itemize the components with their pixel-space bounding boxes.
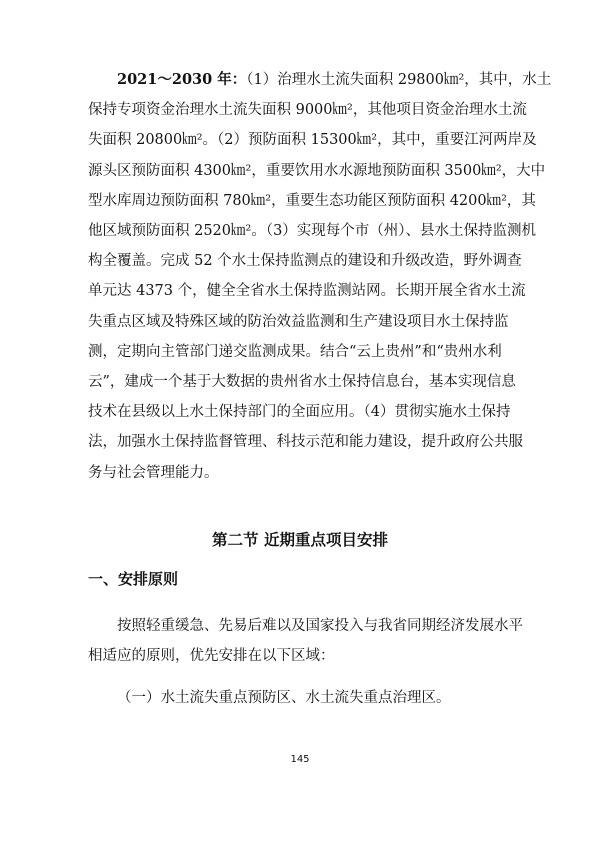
paragraph-line: 务与社会管理能力。 bbox=[88, 464, 219, 481]
paragraph-line: 型水库周边预防面积 780㎞²，重要生态功能区预防面积 4200㎞²，其 bbox=[88, 192, 536, 209]
paragraph-line: 技术在县级以上水土保持部门的全面应用。（4）贯彻实施水土保持 bbox=[88, 404, 511, 421]
paragraph-line: 云”，建成一个基于大数据的贵州省水土保持信息台，基本实现信息 bbox=[88, 374, 516, 391]
page-number: 145 bbox=[290, 754, 310, 765]
paragraph-line: 失重点区域及特殊区域的防治效益监测和生产建设项目水土保持监 bbox=[88, 313, 509, 330]
paragraph-line: 失面积 20800㎞²。（2）预防面积 15300㎞²，其中，重要江河两岸及 bbox=[88, 132, 537, 149]
paragraph-line-text: （1）治理水土流失面积 29800㎞²，其中，水土 bbox=[246, 72, 552, 88]
paragraph-line: 源头区预防面积 4300㎞²，重要饮用水水源地预防面积 3500㎞²，大中 bbox=[88, 162, 546, 179]
paragraph-2021-2030-targets bbox=[88, 65, 552, 488]
paragraph-line: 法，加强水土保持监督管理、科技示范和能力建设，提升政府公共服 bbox=[88, 434, 523, 451]
paragraph-line: 相适应的原则，优先安排在以下区域： bbox=[88, 648, 335, 665]
paragraph-line: 保持专项资金治理水土流失面积 9000㎞²，其他项目资金治理水土流 bbox=[88, 102, 527, 119]
section-title: 第二节 近期重点项目安排 bbox=[212, 531, 388, 549]
paragraph-line: 他区域预防面积 2520㎞²。（3）实现每个市（州）、县水土保持监测机 bbox=[88, 223, 537, 240]
subheading: 一、安排原则 bbox=[88, 570, 179, 588]
paragraph-line: 按照轻重缓急、先易后难以及国家投入与我省同期经济发展水平 bbox=[117, 618, 523, 634]
paragraph-line: 构全覆盖。完成 52 个水土保持监测点的建设和升级改造，野外调查 bbox=[88, 253, 522, 270]
paragraph-line bbox=[88, 65, 552, 95]
list-item-text: （一）水土流失重点预防区、水土流失重点治理区。 bbox=[117, 690, 451, 706]
paragraph-line: 单元达 4373 个，健全全省水土保持监测站网。长期开展全省水土流 bbox=[88, 283, 526, 300]
list-item-priority-areas bbox=[88, 683, 515, 713]
paragraph-lead: 2021～2030 年： bbox=[117, 71, 247, 88]
paragraph-arrangement-principle bbox=[88, 611, 523, 671]
paragraph-line: 测，定期向主管部门递交监测成果。结合“云上贵州”和“贵州水利 bbox=[88, 343, 502, 360]
